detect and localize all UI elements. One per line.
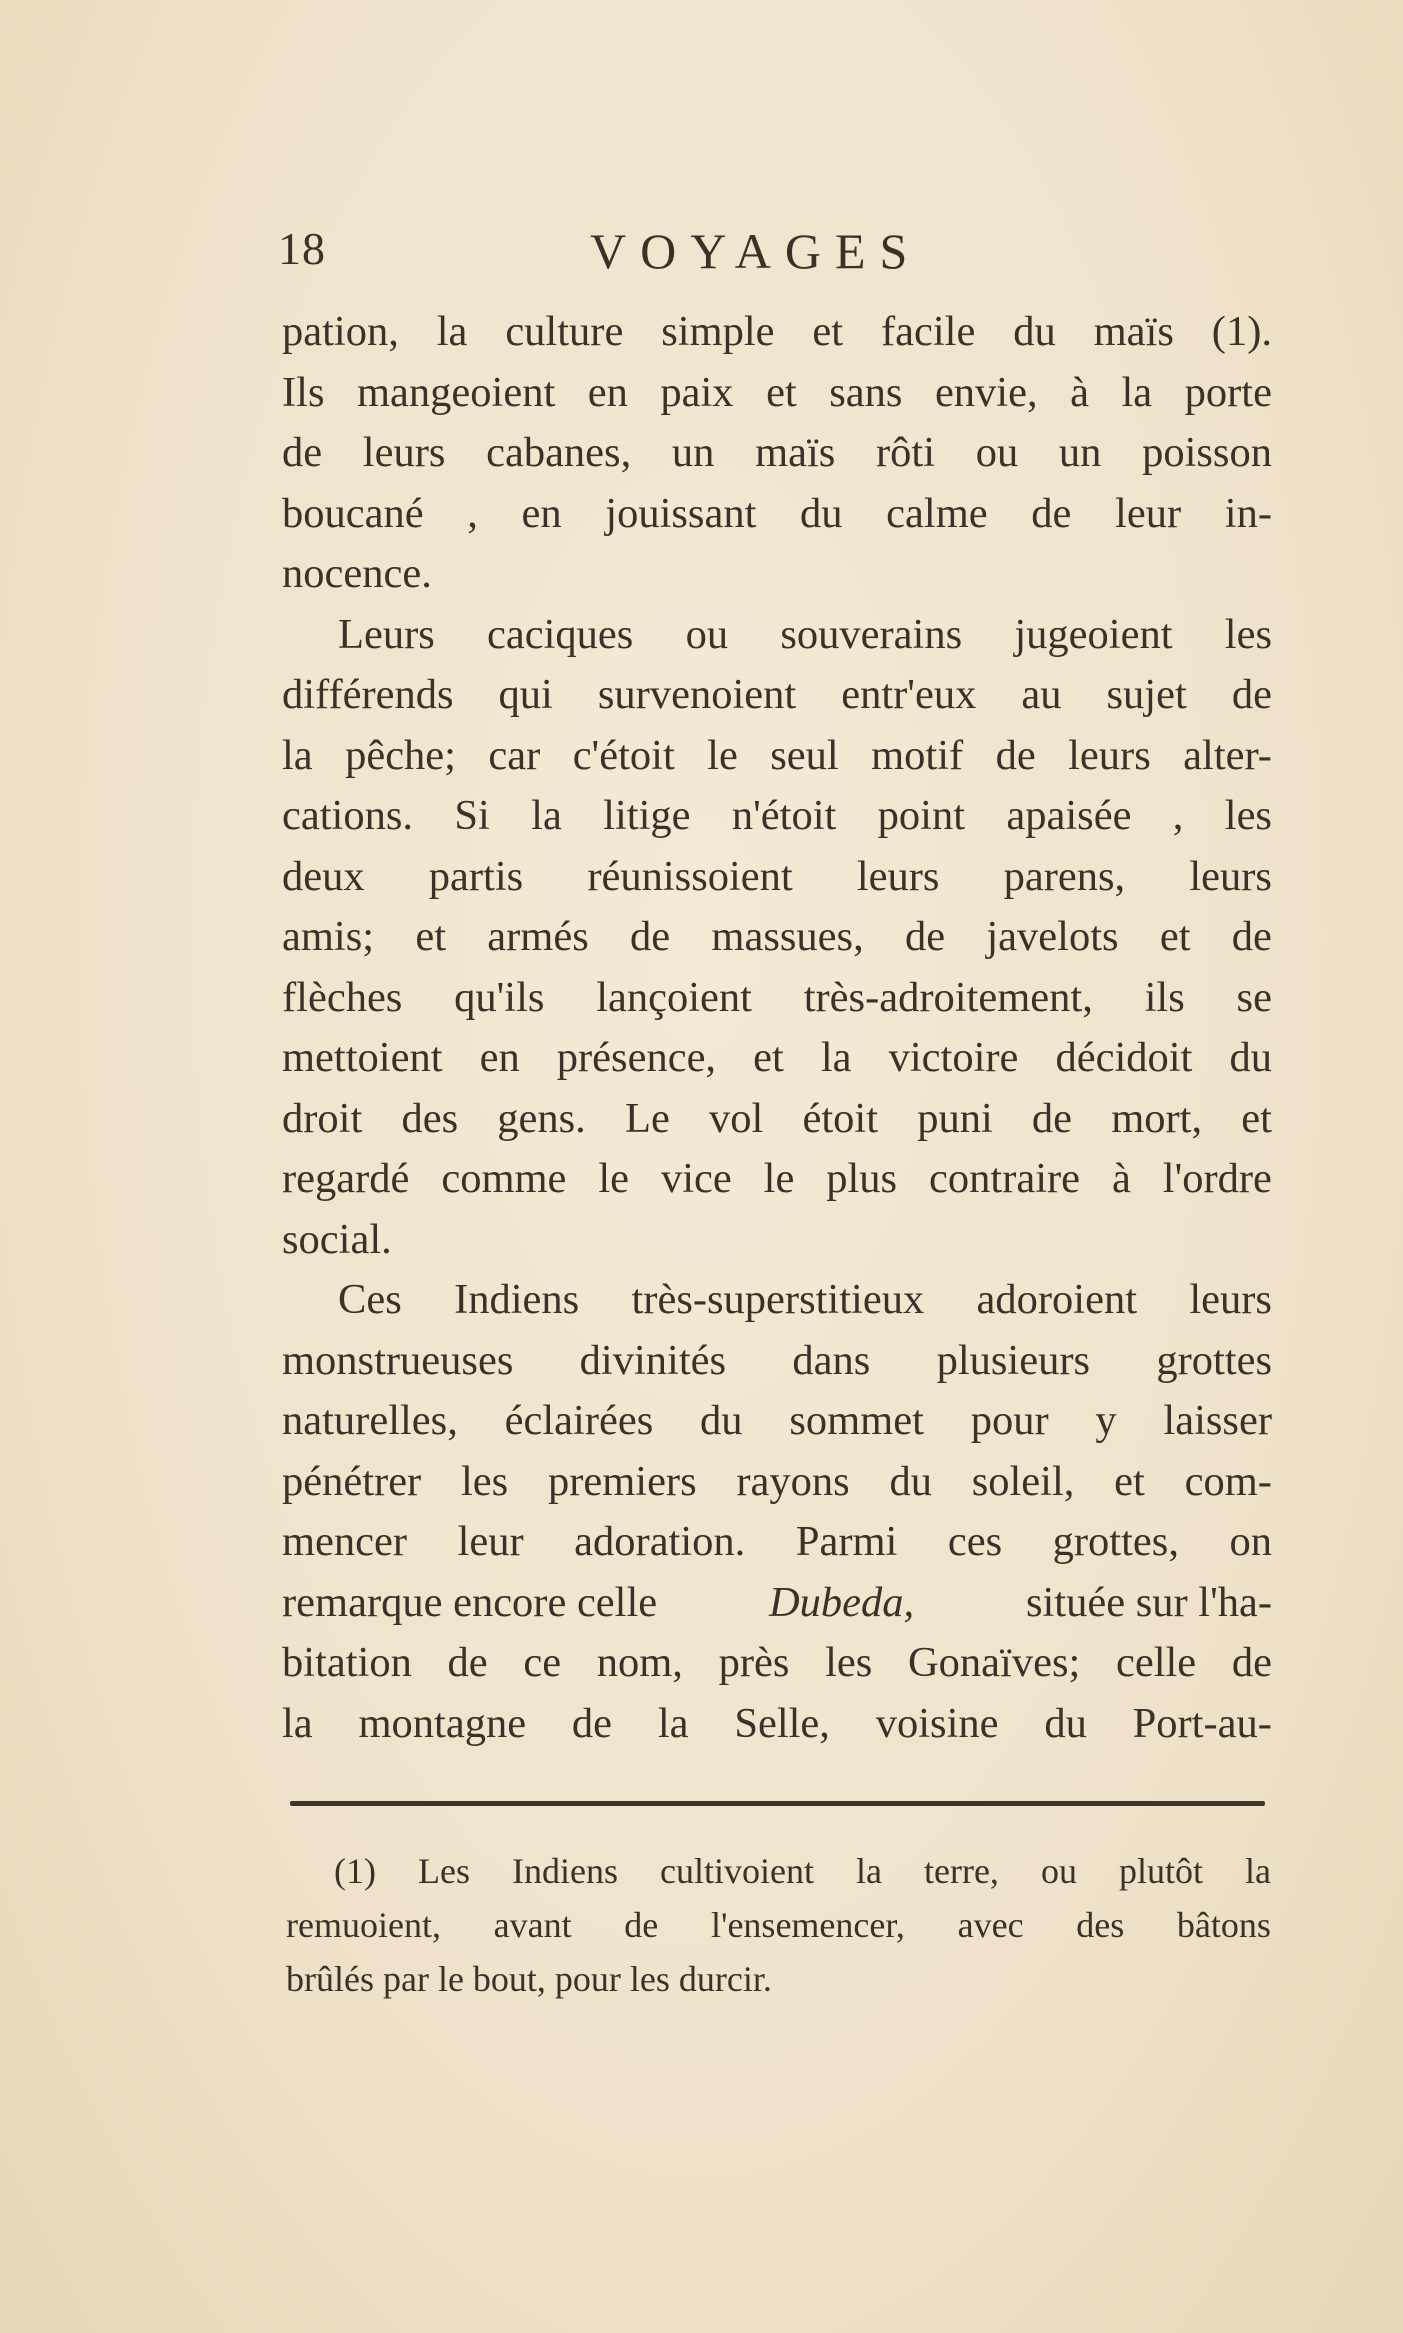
word: très-superstitieux	[631, 1276, 925, 1323]
word: du	[1229, 1034, 1272, 1081]
word: mettoient	[282, 1034, 443, 1081]
word: dans	[792, 1336, 871, 1384]
word: cultivoient	[660, 1851, 814, 1891]
word: de	[1231, 913, 1272, 960]
word: l'ensemencer,	[710, 1905, 905, 1945]
word: un	[1058, 429, 1102, 476]
word: montagne	[358, 1699, 527, 1747]
word: et	[1241, 1094, 1272, 1142]
word: adoration.	[574, 1518, 746, 1565]
word: puni	[917, 1094, 993, 1142]
word: deux	[282, 852, 365, 900]
word: leurs	[1189, 1276, 1272, 1323]
word: ces	[947, 1518, 1003, 1565]
text-line	[282, 423, 1272, 484]
word: sujet	[1106, 671, 1187, 718]
text-line	[282, 1391, 1272, 1452]
word: de	[571, 1699, 613, 1747]
text-line	[282, 1028, 1272, 1089]
word: litige	[603, 792, 691, 839]
text-line	[282, 786, 1272, 847]
word: Indiens	[512, 1851, 618, 1891]
word: et	[1114, 1457, 1145, 1505]
word: leurs	[1189, 852, 1272, 900]
footnote-line	[286, 1844, 1271, 1898]
word: y	[1095, 1397, 1117, 1444]
word: le	[707, 731, 738, 779]
word: armés	[487, 913, 589, 960]
text-line	[282, 1331, 1272, 1392]
word: Leurs	[338, 610, 435, 658]
word: javelots	[986, 913, 1119, 960]
word: en	[587, 368, 628, 416]
text-line: social.	[282, 1215, 392, 1263]
word: de	[904, 913, 946, 960]
text-segment: remarque encore celle	[282, 1578, 658, 1626]
word: calme	[886, 489, 988, 537]
word: pation,	[282, 308, 399, 355]
text-line	[282, 605, 1272, 666]
word: boucané	[282, 489, 424, 537]
word: et	[1159, 913, 1191, 960]
text-segment-italic: Dubeda,	[768, 1578, 915, 1626]
word: du	[1013, 308, 1056, 355]
word: maïs	[1093, 308, 1174, 355]
word: porte	[1184, 368, 1272, 416]
text-line	[282, 1633, 1272, 1694]
footnote-line: brûlés par le bout, pour les durcir.	[286, 1959, 772, 1999]
text-line	[282, 1512, 1272, 1573]
word: de	[1031, 489, 1072, 537]
word: de	[282, 429, 323, 476]
word: culture	[505, 308, 624, 355]
word: leur	[1115, 489, 1182, 537]
word: rôti	[876, 429, 936, 476]
word: un	[671, 429, 715, 476]
word: et	[812, 308, 844, 355]
word: au	[1021, 671, 1062, 718]
word: avant	[493, 1905, 572, 1945]
text-line	[282, 1149, 1272, 1210]
word: près	[718, 1639, 790, 1686]
word: à	[1070, 368, 1089, 416]
word: la	[531, 792, 562, 839]
word: paix	[660, 368, 734, 416]
word: des	[1076, 1905, 1125, 1945]
footnote-rule	[290, 1801, 1265, 1806]
word: des	[401, 1094, 459, 1142]
word: pêche;	[345, 731, 456, 779]
word: ,	[467, 489, 478, 537]
word: la	[820, 1034, 852, 1081]
word: de	[995, 731, 1036, 779]
text-line	[282, 1270, 1272, 1331]
word: Gonaïves;	[907, 1639, 1081, 1686]
word: la	[1244, 1851, 1271, 1891]
word: réunissoient	[587, 852, 793, 900]
word: ou	[975, 429, 1019, 476]
word: à	[1111, 1155, 1131, 1202]
word: se	[1236, 973, 1272, 1021]
word: la	[855, 1851, 882, 1891]
word: ,	[1172, 792, 1184, 839]
page-number: 18	[278, 223, 326, 274]
text-line	[282, 484, 1272, 545]
word: Parmi	[795, 1518, 898, 1565]
word: point	[877, 792, 966, 839]
word: entr'eux	[841, 671, 977, 718]
word: la	[436, 308, 468, 355]
word: leurs	[856, 852, 940, 900]
word: remuoient,	[286, 1905, 441, 1945]
word: partis	[428, 852, 524, 900]
word: de	[624, 1905, 659, 1945]
word: contraire	[929, 1155, 1081, 1202]
word: survenoient	[597, 671, 797, 718]
text-line-mixed	[282, 1573, 1272, 1634]
word: de	[447, 1639, 488, 1686]
word: bitation	[282, 1639, 412, 1686]
word: plusieurs	[936, 1336, 1091, 1384]
word: ou	[1040, 1851, 1077, 1891]
word: naturelles,	[282, 1397, 458, 1444]
word: parens,	[1003, 852, 1126, 900]
word: Si	[454, 792, 490, 839]
text-line	[282, 1452, 1272, 1513]
word: cations.	[282, 792, 414, 839]
word: qui	[498, 671, 553, 718]
word: jugeoient	[1014, 610, 1173, 658]
word: Ces	[338, 1276, 402, 1323]
word: jouissant	[605, 489, 757, 537]
text-line	[282, 907, 1272, 968]
word: gens.	[497, 1094, 586, 1142]
word: éclairées	[504, 1397, 654, 1444]
text-line: nocence.	[282, 550, 432, 597]
word: présence,	[556, 1034, 717, 1081]
word: ils	[1144, 973, 1185, 1021]
word: caciques	[487, 610, 634, 658]
word: massues,	[711, 913, 864, 960]
word: les	[825, 1639, 873, 1686]
word: sans	[829, 368, 903, 416]
text-line	[282, 968, 1272, 1029]
word: souverains	[780, 610, 963, 658]
word: nom,	[596, 1639, 683, 1686]
footnote	[286, 1844, 1271, 2006]
word: en	[479, 1034, 520, 1081]
word: étoit	[802, 1094, 879, 1142]
word: la	[1121, 368, 1153, 416]
running-head	[278, 222, 1258, 292]
word: poisson	[1142, 429, 1272, 476]
word: le	[763, 1155, 795, 1202]
word: de	[630, 913, 671, 960]
word: amis;	[282, 913, 375, 960]
word: en	[521, 489, 562, 537]
word: monstrueuses	[282, 1336, 514, 1384]
word: vol	[708, 1094, 764, 1142]
word: flèches	[282, 973, 403, 1021]
word: et	[415, 913, 447, 960]
word: leurs	[1068, 731, 1151, 779]
word: terre,	[923, 1851, 999, 1891]
word: facile	[880, 308, 976, 355]
word: de	[1231, 1639, 1272, 1686]
word: et	[766, 368, 797, 416]
word: du	[889, 1457, 932, 1505]
word: on	[1229, 1518, 1272, 1565]
word: motif	[871, 731, 964, 779]
word: le	[598, 1155, 630, 1202]
word: Ils	[282, 368, 325, 416]
word: victoire	[888, 1034, 1019, 1081]
word: car	[488, 731, 541, 779]
word: envie,	[934, 368, 1038, 416]
word: pour	[970, 1397, 1049, 1444]
word: com-	[1184, 1457, 1272, 1505]
word: qu'ils	[454, 973, 545, 1021]
word: différends	[282, 671, 454, 718]
word: droit	[282, 1094, 363, 1142]
text-line	[282, 1089, 1272, 1150]
word: plus	[826, 1155, 898, 1202]
word: leur	[457, 1518, 524, 1565]
word: les	[1224, 792, 1272, 839]
text-line	[282, 1694, 1272, 1755]
text-line	[282, 302, 1272, 363]
word: (1).	[1211, 308, 1272, 355]
word: Port-au-	[1132, 1699, 1272, 1747]
word: décidoit	[1055, 1034, 1193, 1081]
word: rayons	[736, 1457, 850, 1505]
word: regardé	[282, 1155, 410, 1202]
word: du	[700, 1397, 743, 1444]
word: et	[753, 1034, 784, 1081]
word: l'ordre	[1162, 1155, 1272, 1202]
word: la	[657, 1699, 689, 1747]
word: alter-	[1183, 731, 1272, 779]
word: sommet	[789, 1397, 924, 1444]
text-line	[282, 847, 1272, 908]
word: grottes	[1156, 1336, 1272, 1384]
word: voisine	[875, 1699, 999, 1747]
text-segment: située sur l'ha-	[1025, 1578, 1272, 1626]
word: comme	[441, 1155, 567, 1202]
word: cabanes,	[486, 429, 632, 476]
word: les	[460, 1457, 509, 1505]
word: maïs	[755, 429, 836, 476]
word: ce	[523, 1639, 562, 1686]
word: in-	[1224, 489, 1272, 537]
word: simple	[661, 308, 775, 355]
word: adoroient	[976, 1276, 1138, 1323]
text-line	[282, 726, 1272, 787]
word: c'étoit	[572, 731, 675, 779]
word: du	[1044, 1699, 1087, 1747]
word: très-adroitement,	[803, 973, 1093, 1021]
body-text	[282, 302, 1272, 1754]
running-title: VOYAGES	[590, 223, 922, 279]
word: la	[282, 731, 313, 779]
word: leurs	[362, 429, 446, 476]
word: mencer	[282, 1518, 408, 1565]
word: soleil,	[971, 1457, 1075, 1505]
word: mangeoient	[357, 368, 556, 416]
word: mort,	[1111, 1094, 1203, 1142]
word: Indiens	[454, 1276, 580, 1323]
word: n'étoit	[731, 792, 837, 839]
word: Le	[624, 1094, 670, 1142]
word: laisser	[1163, 1397, 1272, 1444]
word: la	[282, 1699, 313, 1747]
word: vice	[660, 1155, 732, 1202]
word: celle	[1115, 1639, 1197, 1686]
footnote-line	[286, 1898, 1271, 1952]
word: premiers	[547, 1457, 697, 1505]
word: de	[1031, 1094, 1073, 1142]
word: avec	[957, 1905, 1024, 1945]
word: lançoient	[596, 973, 752, 1021]
word: Les	[418, 1851, 470, 1891]
word: pénétrer	[282, 1457, 422, 1505]
text-line	[282, 665, 1272, 726]
word: (1)	[334, 1851, 376, 1891]
word: divinités	[579, 1336, 727, 1384]
text-line	[282, 363, 1272, 424]
word: les	[1224, 610, 1272, 658]
word: plutôt	[1118, 1851, 1203, 1891]
word: Selle,	[734, 1699, 830, 1747]
word: ou	[685, 610, 729, 658]
word: du	[800, 489, 843, 537]
word: seul	[770, 731, 839, 779]
word: apaisée	[1006, 792, 1132, 839]
word: grottes,	[1052, 1518, 1179, 1565]
word: de	[1231, 671, 1272, 718]
word: bâtons	[1176, 1905, 1271, 1945]
